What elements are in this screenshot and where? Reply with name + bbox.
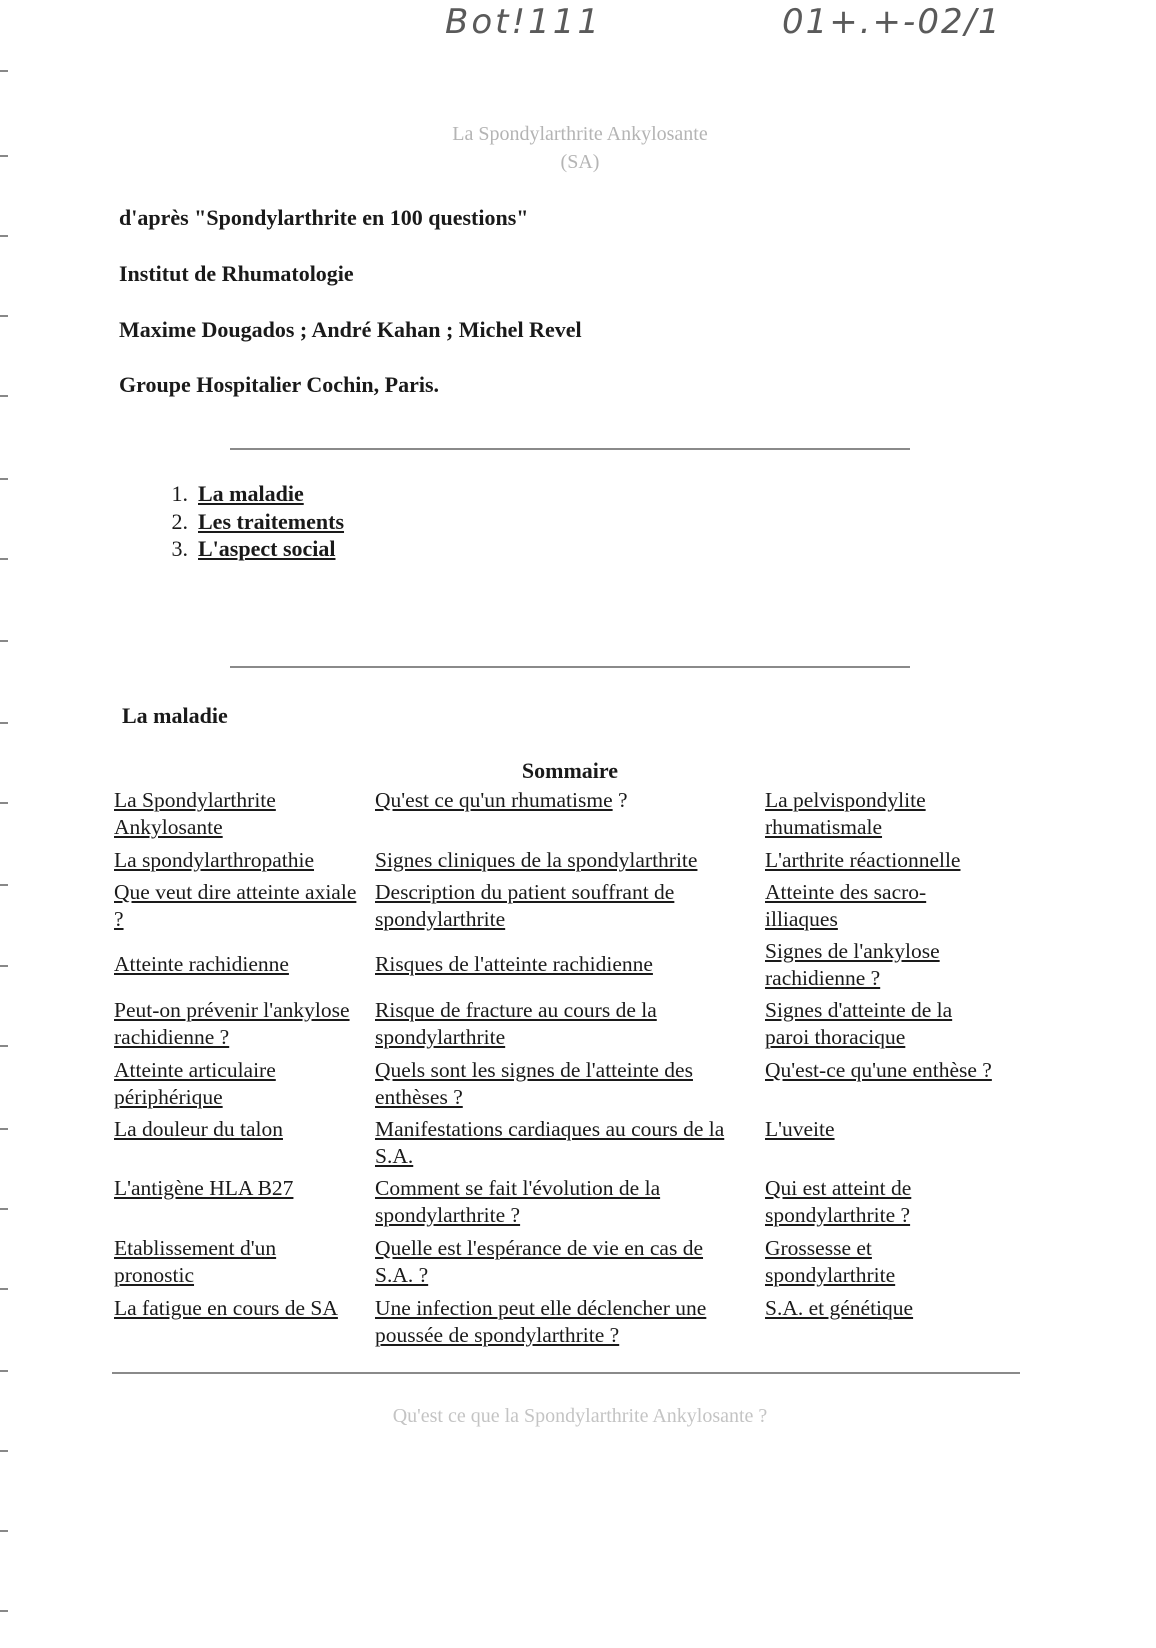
toc-number: 1. bbox=[171, 481, 188, 506]
document-title-line-2: (SA) bbox=[560, 151, 600, 173]
sommaire-cell bbox=[765, 879, 955, 933]
sommaire-link[interactable]: Que veut dire atteinte axiale ? bbox=[114, 880, 357, 931]
sommaire-link[interactable]: Risques de l'atteinte rachidienne bbox=[375, 952, 653, 976]
sommaire-link[interactable]: La pelvispondylite rhumatismale bbox=[765, 788, 926, 839]
document-title bbox=[300, 120, 860, 176]
sommaire-link-suffix: ? bbox=[612, 788, 628, 812]
sommaire-link[interactable]: S.A. et génétique bbox=[765, 1296, 914, 1320]
sommaire-cell bbox=[765, 938, 985, 992]
sommaire-title: Sommaire bbox=[521, 758, 619, 783]
sommaire-cell bbox=[375, 1235, 745, 1289]
sommaire-link[interactable]: Qu'est ce qu'un rhumatisme bbox=[375, 788, 613, 812]
sommaire-link[interactable]: Signes cliniques de la spondylarthrite bbox=[375, 848, 698, 872]
sommaire-cell bbox=[114, 1057, 314, 1111]
sommaire-link[interactable]: La spondylarthropathie bbox=[114, 848, 315, 872]
toc-item bbox=[150, 480, 344, 508]
sommaire-link[interactable]: La douleur du talon bbox=[114, 1117, 283, 1141]
sommaire-cell bbox=[765, 847, 1035, 874]
sommaire-link[interactable]: Quels sont les signes de l'atteinte des enthèses ? bbox=[375, 1058, 693, 1109]
institute-name: Institut de Rhumatologie bbox=[119, 261, 354, 286]
sommaire-cell bbox=[375, 847, 755, 874]
sommaire-cell bbox=[114, 847, 370, 874]
toc-number: 2. bbox=[171, 508, 188, 534]
divider bbox=[230, 666, 910, 668]
sommaire-cell bbox=[375, 1175, 715, 1229]
sommaire-link[interactable]: Qui est atteint de spondylarthrite ? bbox=[765, 1176, 912, 1227]
toc-item bbox=[150, 508, 344, 536]
document-title-line-1: La Spondylarthrite Ankylosante bbox=[452, 123, 708, 145]
sommaire-link[interactable]: Atteinte rachidienne bbox=[114, 952, 289, 976]
sommaire-cell bbox=[375, 1295, 760, 1349]
sommaire-cell bbox=[114, 1116, 370, 1143]
sommaire-cell bbox=[114, 997, 370, 1051]
sommaire-link[interactable]: Quelle est l'espérance de vie en cas de S.A. ? bbox=[375, 1236, 704, 1287]
toc-link-les-traitements[interactable]: Les traitements bbox=[198, 508, 345, 534]
sommaire-link[interactable]: Signes de l'ankylose rachidienne ? bbox=[765, 939, 940, 990]
toc-link-aspect-social[interactable]: L'aspect social bbox=[198, 536, 336, 561]
sommaire-cell bbox=[375, 997, 715, 1051]
sommaire-link[interactable]: La fatigue en cours de SA bbox=[114, 1296, 338, 1320]
sommaire-link[interactable]: La Spondylarthrite Ankylosante bbox=[114, 788, 276, 839]
sommaire-link[interactable]: Risque de fracture au cours de la spondylarthrite bbox=[375, 998, 657, 1049]
sommaire-link[interactable]: Une infection peut elle déclencher une poussée de spondylarthrite ? bbox=[375, 1296, 707, 1347]
sommaire-cell bbox=[114, 1235, 314, 1289]
toc-number: 3. bbox=[171, 536, 188, 561]
sommaire-link[interactable]: Signes d'atteinte de la paroi thoracique bbox=[765, 998, 953, 1049]
divider bbox=[230, 448, 910, 450]
sommaire-link[interactable]: Peut-on prévenir l'ankylose rachidienne ? bbox=[114, 998, 350, 1049]
sommaire-cell bbox=[765, 997, 995, 1051]
sommaire-cell bbox=[765, 1175, 965, 1229]
sommaire-cell bbox=[114, 951, 370, 978]
sommaire-cell bbox=[375, 879, 755, 933]
handwritten-archive-note: Bot!111 bbox=[445, 2, 602, 42]
sommaire-link[interactable]: Etablissement d'un pronostic bbox=[114, 1236, 277, 1287]
sommaire-cell bbox=[765, 1057, 1035, 1084]
sommaire-link[interactable]: Manifestations cardiaques au cours de la S.A. bbox=[375, 1117, 725, 1168]
sommaire-cell bbox=[114, 1295, 376, 1322]
sommaire-cell bbox=[765, 787, 1035, 841]
sommaire-cell bbox=[765, 1235, 945, 1289]
sommaire-link[interactable]: Atteinte articulaire périphérique bbox=[114, 1058, 276, 1109]
hospital-name: Groupe Hospitalier Cochin, Paris. bbox=[119, 372, 440, 397]
sommaire-link[interactable]: Atteinte des sacro-illiaques bbox=[765, 880, 927, 931]
divider bbox=[112, 1372, 1020, 1374]
sommaire-link[interactable]: Description du patient souffrant de spondylarthrite bbox=[375, 880, 675, 931]
authors-line: Maxime Dougados ; André Kahan ; Michel Revel bbox=[119, 317, 582, 342]
sommaire-cell bbox=[375, 1116, 745, 1170]
toc-item bbox=[150, 535, 344, 563]
sommaire-cell bbox=[114, 1175, 370, 1202]
toc-link-la-maladie[interactable]: La maladie bbox=[198, 481, 304, 506]
sommaire-cell bbox=[375, 1057, 745, 1111]
section-heading: La maladie bbox=[122, 703, 228, 728]
sommaire-link[interactable]: Comment se fait l'évolution de la spondylarthrite ? bbox=[375, 1176, 661, 1227]
sommaire-link[interactable]: L'uveite bbox=[765, 1117, 835, 1141]
sommaire-link[interactable]: Grossesse et spondylarthrite bbox=[765, 1236, 896, 1287]
next-section-heading: Qu'est ce que la Spondylarthrite Ankylosante ? bbox=[392, 1405, 768, 1427]
sommaire-cell bbox=[765, 1295, 1035, 1322]
sommaire-link[interactable]: Qu'est-ce qu'une enthèse ? bbox=[765, 1058, 992, 1082]
table-of-contents bbox=[150, 480, 344, 563]
sommaire-cell bbox=[375, 787, 755, 814]
sommaire-cell bbox=[114, 879, 370, 933]
sommaire-link[interactable]: L'arthrite réactionnelle bbox=[765, 848, 961, 872]
sommaire-cell bbox=[765, 1116, 1035, 1143]
sommaire-cell bbox=[375, 951, 755, 978]
sommaire-link[interactable]: L'antigène HLA B27 bbox=[114, 1176, 294, 1200]
source-reference: d'après "Spondylarthrite en 100 questions" bbox=[119, 205, 529, 230]
sommaire-cell bbox=[114, 787, 370, 841]
handwritten-reference-note: 01+.+-02/1 bbox=[782, 2, 1002, 42]
